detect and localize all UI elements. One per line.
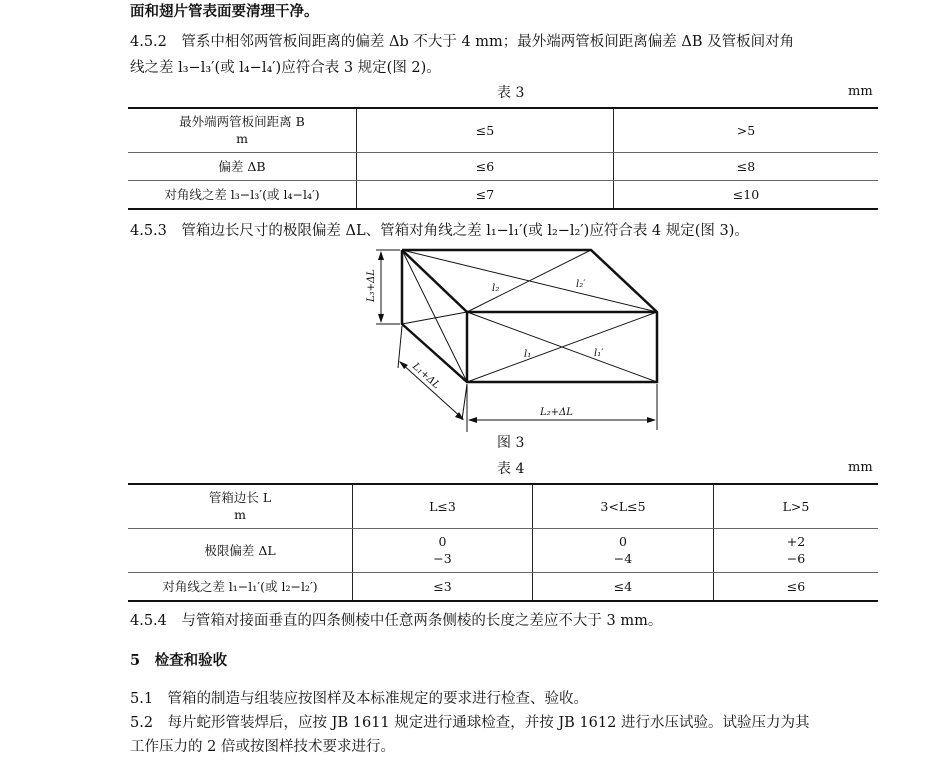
table-row	[128, 528, 878, 572]
clause-4-5-4: 4.5.4 与管箱对接面垂直的四条侧棱中任意两条侧棱的长度之差应不大于 3 mm。	[130, 613, 663, 629]
table-4	[128, 483, 878, 602]
diagonal-side	[402, 312, 467, 324]
upper-deviation: +2	[786, 534, 806, 549]
table-cell: ≤3	[353, 572, 533, 601]
table-3	[128, 107, 878, 210]
table-cell-label: 对角线之差 l₃−l₃′(或 l₄−l₄′)	[128, 180, 357, 209]
lower-deviation: −6	[786, 551, 806, 566]
table-cell: ≤7	[357, 180, 614, 209]
table-row	[128, 108, 878, 152]
table-cell: >5	[614, 108, 879, 152]
clause-4-5-2-line1: 4.5.2 管系中相邻两管板间距离的偏差 Δb 不大于 4 mm；最外端两管板间距离偏差 ΔB 及管板间对角	[130, 34, 795, 50]
table-cell: ≤6	[357, 152, 614, 180]
label-l3-dim: L₃+ΔL	[366, 269, 377, 302]
arrowhead	[468, 417, 477, 423]
figure-3-caption: 图 3	[497, 435, 525, 451]
table-3-title: 表 3	[497, 85, 525, 101]
figure-3-box-diagram	[350, 240, 680, 440]
arrowhead	[378, 314, 384, 323]
table-cell: 3<L≤5	[533, 484, 714, 528]
table-cell: ≤6	[714, 572, 879, 601]
box-edge	[402, 250, 467, 312]
row-label: 最外端两管板间距离 B	[179, 114, 305, 130]
table-4-unit: mm	[848, 460, 873, 475]
table-cell: L≤3	[353, 484, 533, 528]
label-l1-dim: L₁+ΔL	[409, 361, 442, 392]
table-row	[128, 180, 878, 209]
extension-line	[462, 384, 467, 420]
label-l2: l₂	[492, 283, 500, 294]
table-cell: L>5	[714, 484, 879, 528]
row-unit: m	[236, 131, 248, 147]
table-cell: ≤4	[533, 572, 714, 601]
section-5-heading: 5 检查和验收	[130, 652, 228, 669]
label-l2-prime: l₂′	[576, 279, 586, 290]
clause-4-5-3: 4.5.3 管箱边长尺寸的极限偏差 ΔL、管箱对角线之差 l₁−l₁′(或 l₂−l₂′)应符合表 4 规定(图 3)。	[130, 223, 749, 239]
label-l2-dim: L₂+ΔL	[540, 407, 573, 418]
table-cell: ≤10	[614, 180, 879, 209]
top-paragraph-line: 面和翅片管表面要清理干净。	[130, 3, 319, 20]
table-cell-label	[128, 484, 353, 528]
clause-5-2-line1: 5.2 每片蛇形管装焊后，应按 JB 1611 规定进行通球检查，并按 JB 1612 进行水压试验。试验压力为其	[130, 715, 810, 731]
upper-deviation: 0	[619, 534, 627, 549]
box-outline	[402, 250, 657, 382]
table-cell	[353, 528, 533, 572]
arrowhead	[647, 417, 656, 423]
lower-deviation: −3	[433, 551, 452, 566]
table-cell-label: 偏差 ΔB	[128, 152, 357, 180]
table-row	[128, 152, 878, 180]
table-cell-label: 对角线之差 l₁−l₁′(或 l₂−l₂′)	[128, 572, 353, 601]
row-label: 管箱边长 L	[208, 490, 272, 506]
diagonal-l2-prime	[467, 250, 591, 312]
table-cell: ≤8	[614, 152, 879, 180]
row-unit: m	[234, 507, 246, 523]
table-row	[128, 572, 878, 601]
table-cell-label	[128, 108, 357, 152]
clause-5-2-line2: 工作压力的 2 倍或按图样技术要求进行。	[130, 739, 395, 755]
table-cell	[714, 528, 879, 572]
label-l1-prime: l₁′	[594, 348, 604, 359]
lower-deviation: −4	[613, 551, 633, 566]
table-3-unit: mm	[848, 84, 873, 99]
table-cell: ≤5	[357, 108, 614, 152]
diagonal-side	[402, 250, 467, 382]
upper-deviation: 0	[438, 534, 447, 549]
table-cell-label: 极限偏差 ΔL	[128, 528, 353, 572]
table-row	[128, 484, 878, 528]
label-l1: l₁	[524, 349, 532, 360]
clause-5-1: 5.1 管箱的制造与组装应按图样及本标准规定的要求进行检查、验收。	[130, 691, 589, 707]
table-cell	[533, 528, 714, 572]
clause-4-5-2-line2: 线之差 l₃−l₃′(或 l₄−l₄′)应符合表 3 规定(图 2)。	[130, 60, 441, 76]
table-4-title: 表 4	[497, 461, 525, 477]
arrowhead	[378, 251, 384, 260]
